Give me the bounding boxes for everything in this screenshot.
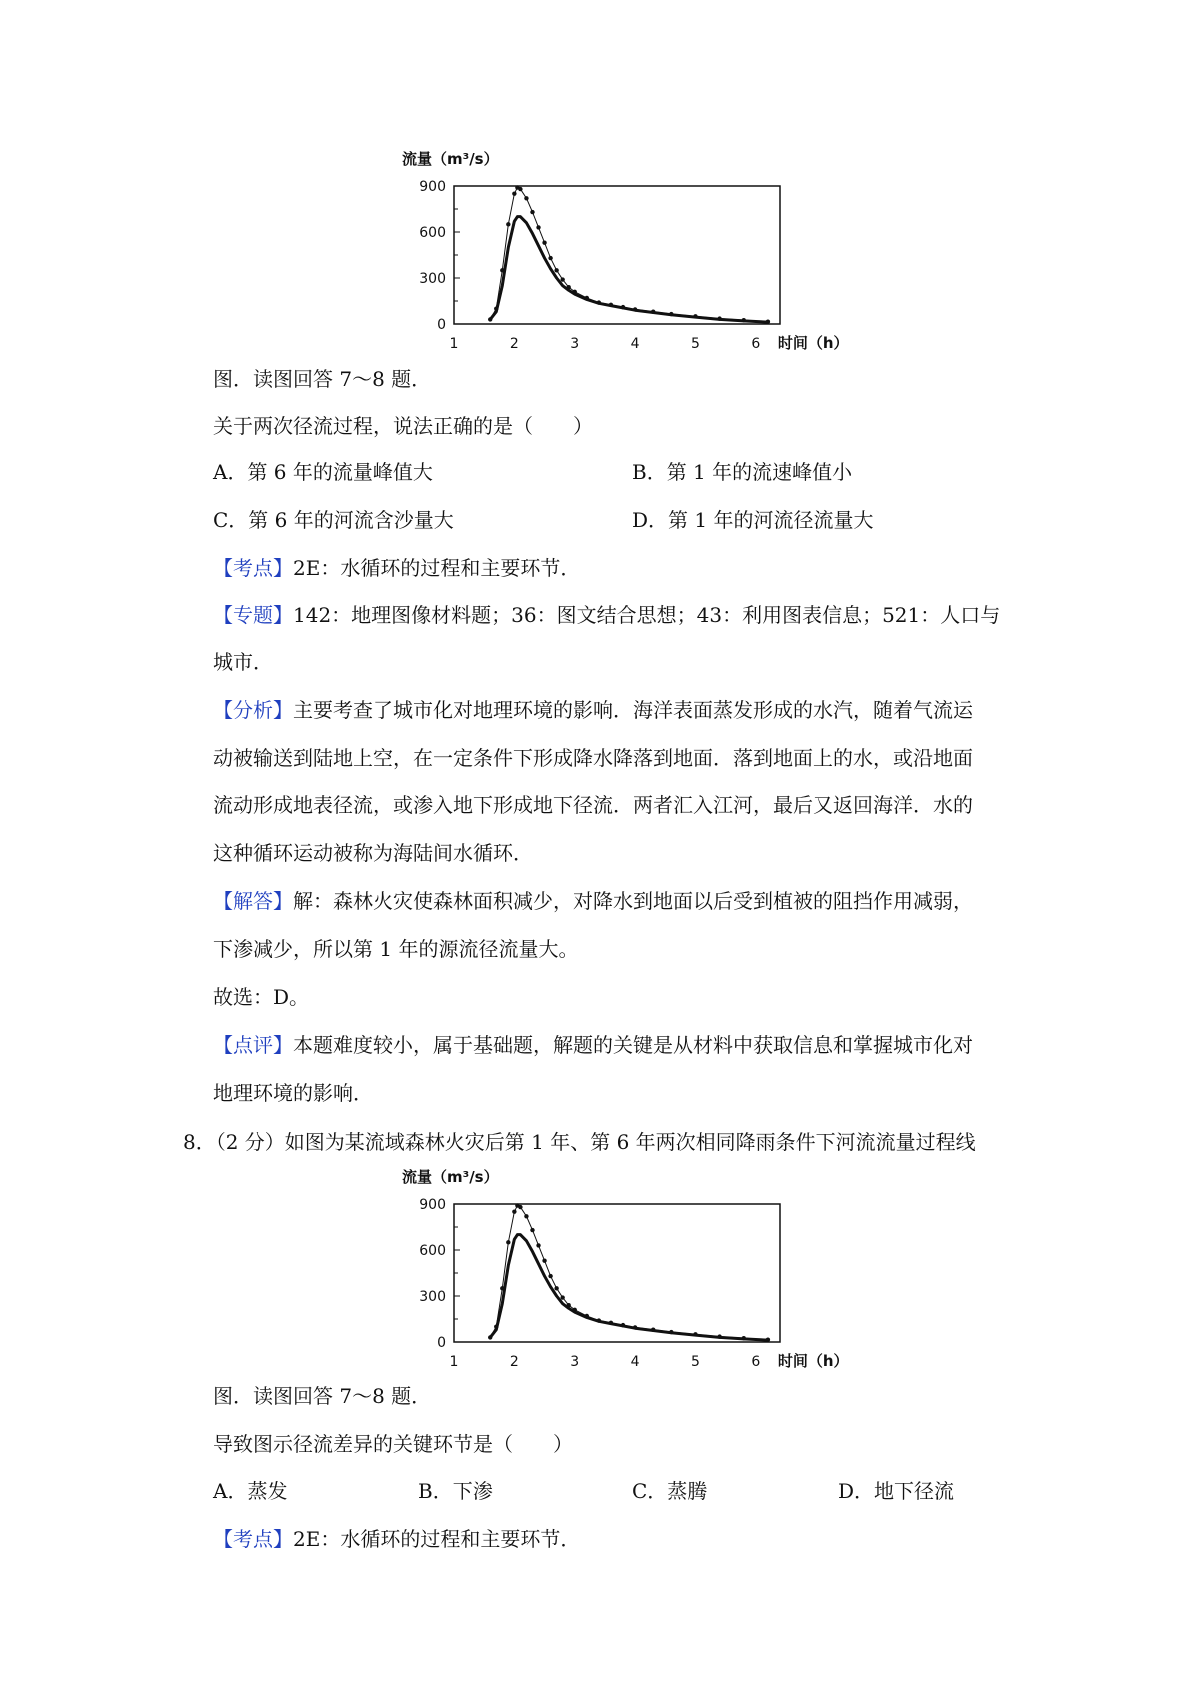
- series-point: [530, 1228, 534, 1232]
- series-point: [530, 210, 534, 214]
- q7-fenxi-line-3: 流动形成地表径流，或渗入地下形成地下径流．两者汇入江河，最后又返回海洋．水的: [213, 793, 973, 817]
- q8-stem: 导致图示径流差异的关键环节是（ ）: [213, 1432, 573, 1456]
- q7-zhuanti-line-1: [213, 601, 1000, 629]
- x-axis-label: 时间（h）: [777, 1352, 849, 1370]
- y-tick-label: 0: [437, 1335, 446, 1351]
- q8-option-c: C．蒸腾: [632, 1479, 708, 1503]
- jieda-tag: 【解答】: [213, 889, 293, 913]
- x-tick-label: 2: [509, 1354, 519, 1370]
- hydrograph-chart-1: [400, 150, 920, 380]
- x-tick-label: 1: [449, 1354, 459, 1370]
- chart-svg: [400, 1168, 920, 1398]
- x-tick-label: 6: [751, 336, 761, 352]
- series-point: [560, 1295, 564, 1299]
- q8-option-a: A．蒸发: [213, 1479, 288, 1503]
- dianping-text: 本题难度较小，属于基础题，解题的关键是从材料中获取信息和掌握城市化对: [293, 1033, 973, 1057]
- x-tick-label: 2: [509, 336, 519, 352]
- jieda-text: 解：森林火灾使森林面积减少，对降水到地面以后受到植被的阻挡作用减弱，: [293, 889, 973, 913]
- series-point: [548, 256, 552, 260]
- y-tick-label: 300: [419, 271, 446, 287]
- q7-option-d: D．第 1 年的河流径流量大: [632, 508, 874, 532]
- series-point: [506, 1240, 510, 1244]
- q7-option-c: C．第 6 年的河流含沙量大: [213, 508, 454, 532]
- kaodian-text: 2E：水循环的过程和主要环节．: [293, 556, 581, 580]
- q7-dianping-line-1: [213, 1031, 973, 1059]
- series-line-solid: [490, 1235, 768, 1340]
- y-tick-label: 600: [419, 225, 446, 241]
- q7-kaodian: [213, 554, 580, 582]
- q7-option-b: B．第 1 年的流速峰值小: [632, 460, 853, 484]
- q8-option-d: D．地下径流: [838, 1479, 955, 1503]
- x-tick-label: 3: [570, 1354, 580, 1370]
- series-point: [524, 1214, 528, 1218]
- fenxi-text: 主要考查了城市化对地理环境的影响．海洋表面蒸发形成的水汽，随着气流运: [293, 698, 973, 722]
- q8-heading: 8．（2 分）如图为某流域森林火灾后第 1 年、第 6 年两次相同降雨条件下河流流量过程线: [183, 1130, 976, 1154]
- q7-fenxi-line-1: [213, 696, 973, 724]
- series-point: [554, 268, 558, 272]
- series-point: [554, 1286, 558, 1290]
- series-line-dotted: [490, 188, 768, 322]
- kaodian-tag: 【考点】: [213, 556, 293, 580]
- y-tick-label: 0: [437, 317, 446, 333]
- hydrograph-chart-2: [400, 1168, 920, 1398]
- x-tick-label: 3: [570, 336, 580, 352]
- q8-option-b: B．下渗: [418, 1479, 493, 1503]
- series-point: [518, 1205, 522, 1209]
- series-point: [512, 1209, 516, 1213]
- q7-jieda-line-2: 下渗减少，所以第 1 年的源流径流量大。: [213, 937, 579, 961]
- y-axis-label: 流量（m³/s）: [402, 1168, 499, 1186]
- series-point: [560, 277, 564, 281]
- q7-zhuanti-line-2: 城市．: [213, 650, 273, 674]
- zhuanti-tag: 【专题】: [213, 603, 293, 627]
- series-point: [524, 196, 528, 200]
- x-tick-label: 5: [691, 336, 700, 352]
- series-point: [512, 191, 516, 195]
- series-line-dotted: [490, 1206, 768, 1340]
- series-point: [506, 222, 510, 226]
- x-axis-label: 时间（h）: [777, 334, 849, 352]
- q7-answer: 故选：D。: [213, 985, 310, 1009]
- q7-fenxi-line-2: 动被输送到陆地上空，在一定条件下形成降水降落到地面．落到地面上的水，或沿地面: [213, 746, 973, 770]
- y-tick-label: 300: [419, 1289, 446, 1305]
- series-point: [536, 225, 540, 229]
- q7-option-a: A．第 6 年的流量峰值大: [213, 460, 433, 484]
- q8-caption: 图．读图回答 7～8 题．: [213, 1384, 432, 1408]
- x-tick-label: 4: [630, 336, 640, 352]
- zhuanti-text: 142：地理图像材料题；36：图文结合思想；43：利用图表信息；521：人口与: [293, 603, 1001, 627]
- plot-frame: [454, 1204, 780, 1342]
- q7-dianping-line-2: 地理环境的影响．: [213, 1081, 373, 1105]
- series-point: [548, 1274, 552, 1278]
- chart-svg: [400, 150, 920, 380]
- kaodian-tag: 【考点】: [213, 1527, 293, 1551]
- kaodian-text: 2E：水循环的过程和主要环节．: [293, 1527, 581, 1551]
- plot-frame: [454, 186, 780, 324]
- series-point: [518, 187, 522, 191]
- x-tick-label: 5: [691, 1354, 700, 1370]
- fenxi-tag: 【分析】: [213, 698, 293, 722]
- q7-fenxi-line-4: 这种循环运动被称为海陆间水循环．: [213, 841, 533, 865]
- series-point: [536, 1243, 540, 1247]
- series-point: [542, 241, 546, 245]
- x-tick-label: 6: [751, 1354, 761, 1370]
- y-tick-label: 600: [419, 1243, 446, 1259]
- y-tick-label: 900: [419, 1197, 446, 1213]
- series-line-solid: [490, 217, 768, 322]
- dianping-tag: 【点评】: [213, 1033, 293, 1057]
- series-point: [542, 1259, 546, 1263]
- y-axis-label: 流量（m³/s）: [402, 150, 499, 168]
- q8-kaodian: [213, 1525, 580, 1553]
- y-tick-label: 900: [419, 179, 446, 195]
- q7-caption: 图．读图回答 7～8 题．: [213, 367, 432, 391]
- x-tick-label: 1: [449, 336, 459, 352]
- q7-jieda-line-1: [213, 887, 973, 915]
- x-tick-label: 4: [630, 1354, 640, 1370]
- q7-stem: 关于两次径流过程，说法正确的是（ ）: [213, 414, 593, 438]
